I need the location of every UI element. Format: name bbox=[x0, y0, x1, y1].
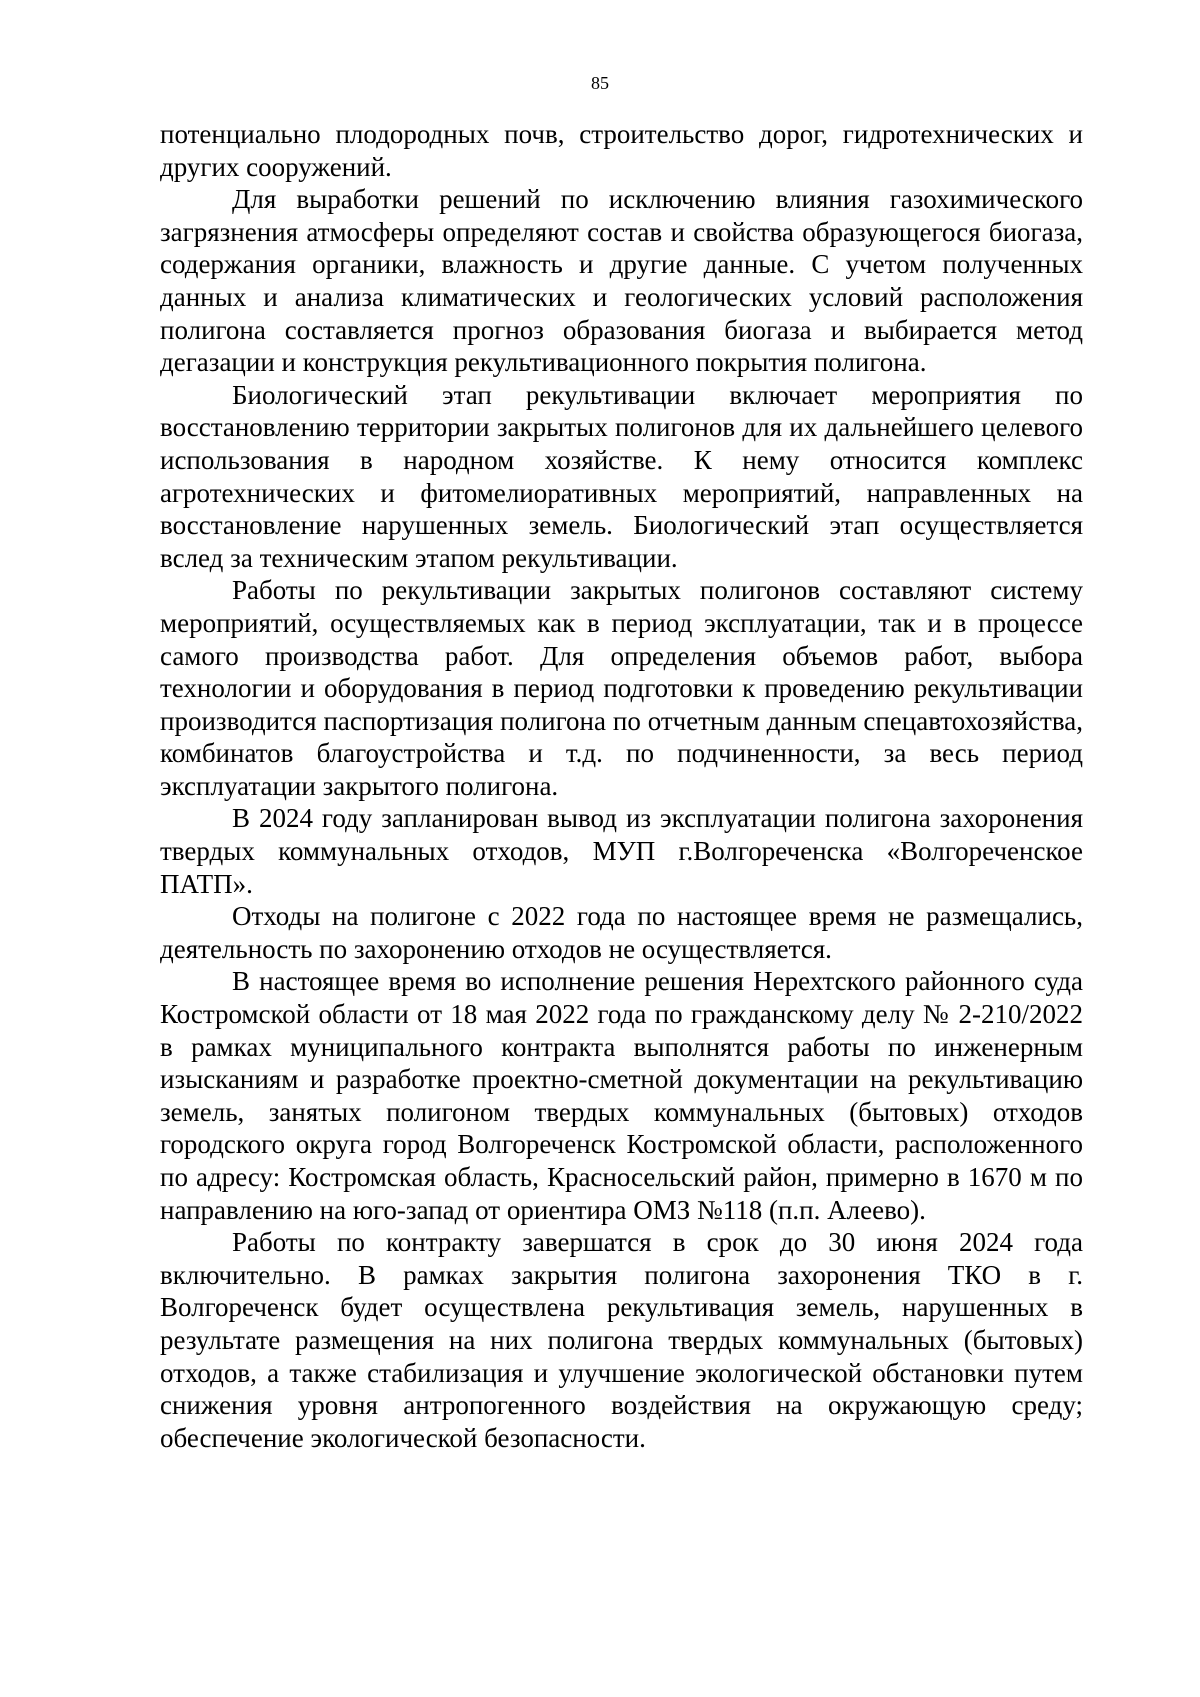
page-number: 85 bbox=[591, 73, 609, 93]
paragraph-contract-completion: Работы по контракту завершатся в срок до 30 июня 2024 года включительно. В рамках закрытия полигона захоронения ТКО в г. Волгореченск будет осуществлена рекультивация земель, нарушенных в результате размещения на них полигона твердых коммунальных (бытовых) отходов, а также стабилизация и улучшение экологической обстановки путем снижения уровня антропогенного воздействия на окружающую среду; обеспечение экологической безопасности. bbox=[160, 1227, 1083, 1453]
paragraph-court-decision: В настоящее время во исполнение решения Нерехтского районного суда Костромской области от 18 мая 2022 года по гражданскому делу № 2-210/2022 в рамках муниципального контракта выполнятся работы по инженерным изысканиям и разработке проектно-сметной документации на рекультивацию земель, занятых полигоном твердых коммунальных (бытовых) отходов городского округа город Волгореченск Костромской области, расположенного по адресу: Костромская область, Красносельский район, примерно в 1670 м по направлению на юго-запад от ориентира ОМЗ №118 (п.п. Алеево). bbox=[160, 966, 1083, 1225]
paragraph-waste-status: Отходы на полигоне с 2022 года по настоящее время не размещались, деятельность по захоронению отходов не осуществляется. bbox=[160, 901, 1083, 964]
paragraph-continuation: потенциально плодородных почв, строительство дорог, гидротехнических и других сооружений. bbox=[160, 119, 1083, 182]
paragraph-decommissioning-2024: В 2024 году запланирован вывод из эксплуатации полигона захоронения твердых коммунальных отходов, МУП г.Волгореченска «Волгореченское ПАТП». bbox=[160, 803, 1083, 899]
paragraph-biological-stage: Биологический этап рекультивации включает мероприятия по восстановлению территории закрытых полигонов для их дальнейшего целевого использования в народном хозяйстве. К нему относится комплекс агротехнических и фитомелиоративных мероприятий, направленных на восстановление нарушенных земель. Биологический этап осуществляется вслед за техническим этапом рекультивации. bbox=[160, 379, 1083, 573]
paragraph-reclamation-works: Работы по рекультивации закрытых полигонов составляют систему мероприятий, осуществляемых как в период эксплуатации, так и в процессе самого производства работ. Для определения объемов работ, выбора технологии и оборудования в период подготовки к проведению рекультивации производится паспортизация полигона по отчетным данным спецавтохозяйства, комбинатов благоустройства и т.д. по подчиненности, за весь период эксплуатации закрытого полигона. bbox=[160, 575, 1083, 801]
document-body bbox=[160, 118, 1083, 1454]
paragraph-degassing: Для выработки решений по исключению влияния газохимического загрязнения атмосферы определяют состав и свойства образующегося биогаза, содержания органики, влажность и другие данные. С учетом полученных данных и анализа климатических и геологических условий расположения полигона составляется прогноз образования биогаза и выбирается метод дегазации и конструкция рекультивационного покрытия полигона. bbox=[160, 184, 1083, 378]
